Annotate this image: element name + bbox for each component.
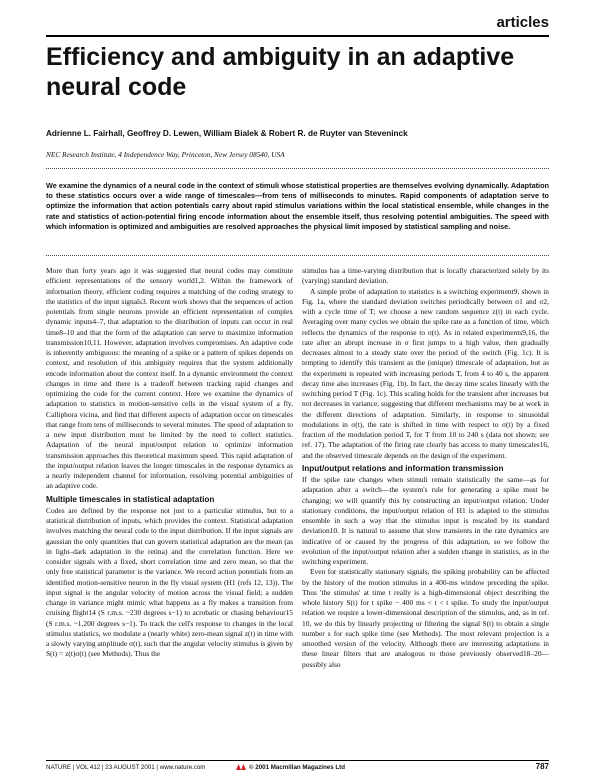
body-column-right	[302, 266, 549, 755]
author-list: Adrienne L. Fairhall, Geoffrey D. Lewen, William Bialek & Robert R. de Ruyter van Steveninck	[46, 129, 408, 138]
section-heading: Input/output relations and information transmission	[302, 463, 504, 473]
header-rule	[46, 35, 549, 37]
copyright-line	[236, 764, 345, 771]
paragraph: stimulus has a time-varying distribution that is locally characterized solely by its (varying) standard deviation.	[302, 266, 549, 286]
section-heading: Multiple timescales in statistical adaptation	[46, 494, 215, 504]
paragraph: A simple probe of adaptation to statistics is a switching experiment9, shown in Fig. 1a, where the standard deviation switches periodically between σ1 and σ2, with a cycle time of T; we choose a new random sequence z(t) in each cycle. Averaging over many cycles we obtain the spike rate as a function of time, which reflects the dynamics of the response to σ(t). As in related experiments9,16, the rate after an abrupt increase in σ first jumps to a high value, then gradually decreases almost to a steady state over the period of the switch (Fig. 1c). It is tempting to identify this transient as the (unique) timescale of adaptation, but as the experiment is repeated with increasing periods T, from 4 to 40 s, the apparent decay time also increases (Fig. 1b). In fact, the decay time scales linearly with the switching period T (Fig. 1c). This scaling holds for the transient after increases but not decreases in variance, suggesting that different mechanisms may be at work in the different directions of adaptation. Similarly, in response to sinusoidal modulations in σ(t), the rate is shifted in time with respect to σ(t) by a fixed fraction of the modulation period T, for T from 10 to 240 s (data not shown; see ref. 17). The adaptation of the firing rate clearly has access to many timescales16, and the observed timescale depends on the design of the experiment.	[302, 286, 549, 460]
footer-rule	[46, 760, 549, 761]
paragraph: More than forty years ago it was suggested that neural codes may constitute efficient representations of the sensory world1,2. Within the framework of information theory, efficient coding requires a matching of the coding strategy to the statistics of the input signals3. Recent work shows that the sequences of action potentials from single neurons provide an efficient representation of complex dynamic inputs4–7, that adaptation to the distribution of inputs can occur in real time8–10 and that the form of the adaptation can serve to maximize information transmission10,11. However, adaptation involves compromises. An adaptive code is inherently ambiguous: the meaning of a spike or a pattern of spikes depends on context, and resolution of this ambiguity requires that the system additionally encode information about the context itself. In a dynamic environment the context changes in time and there is a tradeoff between tracking rapid changes and optimizing the code for the current context. Here we examine the dynamics of adaptation to statistics in motion-sensitive cells in the visual system of a fly, Calliphora vicina, and find that different aspects of adaptation occur on timescales that range from tens of milliseconds to several minutes. The speed of adaptation to a new input distribution must be limited by the need to collect statistics. Adaptation of the neural input/output relation to optimize information transmission approaches this theoretical maximum speed. This rapid adaptation of the input/output relation leaves the longer timescales in the response dynamics as a nearly independent channel for information, resolving potential ambiguities of an adaptive code.	[46, 266, 293, 491]
paragraph: Even for statistically stationary signals, the spiking probability can be affected by the history of the motion stimulus in a 400-ms window preceding the spike. Thus 'the stimulus' at time t really is a high-dimensional object describing the whole history S(t) for t spike − 400 ms < t < t spike. To study the input/output relation we require a lower-dimensional description of the stimulus, and, as in ref. 10, we do this by linearly projecting or filtering the signal S(t) to obtain a single number s for each spike time (see Methods). The most relevant projection is a smoothed version of the velocity. Although there are interesting adaptations in these linear filters that are analogous to those previously observed18–20—possibly also	[302, 567, 549, 669]
paragraph: If the spike rate changes when stimuli remain statistically the same—as for adaptation after a switch—the system's rule for generating a spike must be changing; we will quantify this by constructing an input/output relation. Under stationary conditions, the input/output relation of H1 is adapted to the stimulus ensemble in such a way that the stimulus input is rescaled by its standard deviation10. It is natural to assume that slow transients in the rate dynamics are indicative of or caused by the progress of this adaptation, so we follow the evolution of the input/output relation after a sudden change in statistics, as in the switching experiment.	[302, 475, 549, 566]
article-title: Efficiency and ambiguity in an adaptive neural code	[46, 43, 515, 101]
section-label: articles	[496, 14, 549, 31]
abstract-bottom-rule	[46, 255, 549, 256]
macmillan-logo-icon	[236, 764, 246, 770]
page-number: 787	[535, 762, 549, 771]
body-column-left	[46, 266, 293, 755]
copyright-text: © 2001 Macmillan Magazines Ltd	[249, 764, 346, 771]
affiliation: NEC Research Institute, 4 Independence Way, Princeton, New Jersey 08540, USA	[46, 150, 285, 159]
journal-info: NATURE | VOL 412 | 23 AUGUST 2001 | www.nature.com	[46, 764, 206, 771]
abstract: We examine the dynamics of a neural code in the context of stimuli whose statistical properties are themselves evolving dynamically. Adaptation to these statistics occurs over a wide range of timescales—from tens of milliseconds to minutes. Rapid components of adaptation serve to optimize the information that action potentials carry about rapid stimulus variations within the local statistical ensemble, while changes in the rate and statistics of action-potential firing encode information about the ensemble itself, thus resolving potential ambiguities. The speed with which information is optimized and ambiguities are resolved approaches the physical limit imposed by statistical sampling and noise.	[46, 181, 549, 231]
paragraph: Codes are defined by the response not just to a particular stimulus, but to a statistical distribution of inputs, which provides the context. Statistical adaptation involves matching the neural code to the input distribution. If the input signals are gaussian the only quantities that can govern statistical adaptation are the mean (as in light–dark adaptation in the retina) and the correlation function. Here we consider signals with a fixed, short correlation time and zero mean, so that the only free statistical parameter is the variance. We record action potentials from an identified motion-sensitive neuron in the fly visual system (H1 (refs 12, 13)). The input signal is the angular velocity of motion across the visual field; a sudden change in variance might mimic what happens as a fly makes a transition from cruising flight14 (S r.m.s. ~230 degrees s−1) to acrobatic or chasing behaviour15 (S r.m.s. ~1,200 degrees s−1). To track the cell's response to changes in the local stimulus statistics, we modulate a (nearly white) zero-mean signal z(t) in time with a slowly varying amplitude σ(t), such that the angular velocity stimulus is given by S(t) = z(t)σ(t) (see Methods). Thus the	[46, 505, 293, 659]
abstract-top-rule	[46, 168, 549, 169]
